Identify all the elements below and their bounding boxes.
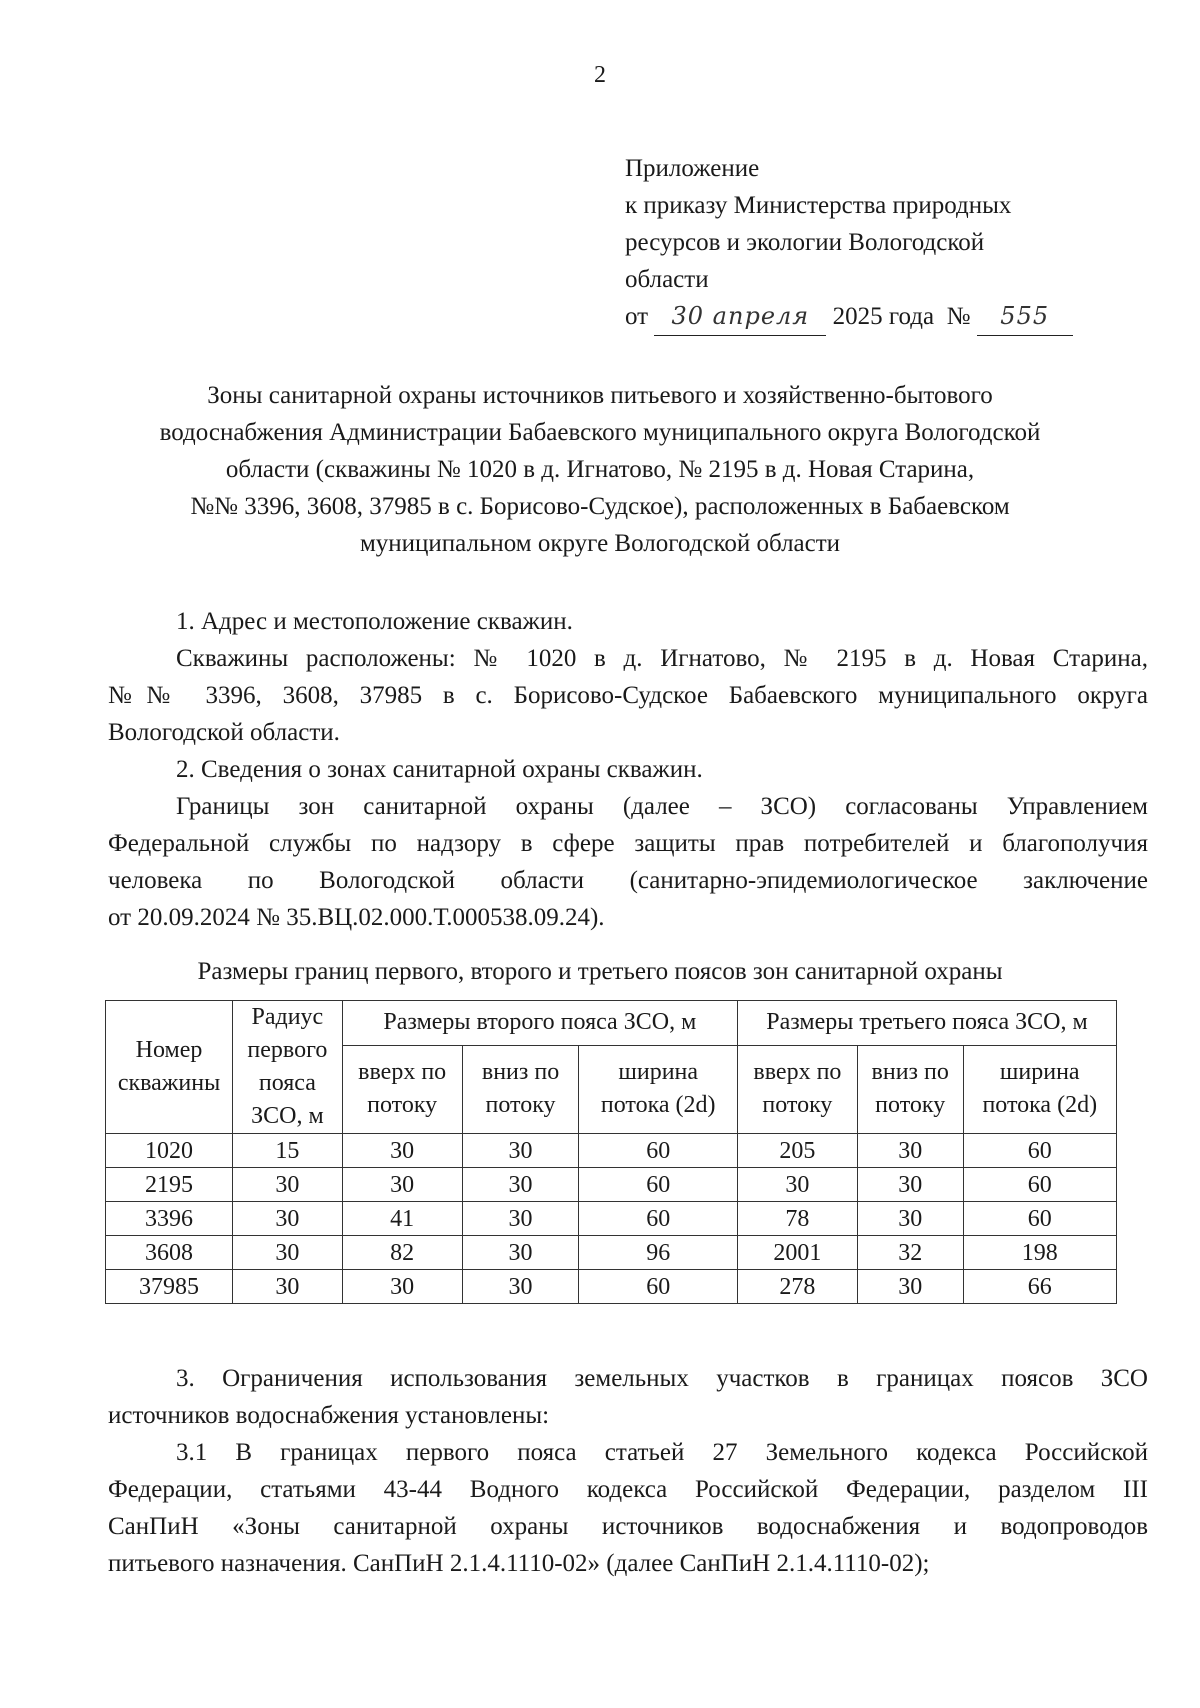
table-cell: 82 [342,1236,462,1270]
table-cell: 1020 [106,1134,233,1168]
table-cell: 60 [579,1168,738,1202]
title-line: водоснабжения Администрации Бабаевского муниципального округа Вологодской [159,419,1041,446]
table-cell: 37985 [106,1270,233,1304]
from-label: от [625,303,649,330]
table-row [106,1134,1117,1168]
appendix-line-4: области [625,266,709,293]
header-upstream: вверх по потоку [737,1045,857,1133]
header-downstream: вниз по потоку [462,1045,579,1133]
table-cell: 60 [963,1202,1116,1236]
table-cell: 30 [857,1202,963,1236]
handwritten-number: 555 [1000,302,1050,330]
table-cell: 96 [579,1236,738,1270]
year-text: 2025 года [832,303,935,330]
table-row [106,1202,1117,1236]
table-cell: 30 [342,1134,462,1168]
title-line: муниципальном округе Вологодской области [359,530,841,557]
section-2-heading: 2. Сведения о зонах санитарной охраны скважин. [176,756,703,783]
document-title [100,377,1100,562]
table-row [106,1168,1117,1202]
paragraph-line: источников водоснабжения установлены: [108,1402,550,1429]
section-1-heading: 1. Адрес и местоположение скважин. [176,608,573,635]
table-cell: 30 [342,1270,462,1304]
header-second-zone: Размеры второго пояса ЗСО, м [342,1001,737,1046]
header-third-zone: Размеры третьего пояса ЗСО, м [737,1001,1116,1046]
table-cell: 15 [233,1134,343,1168]
title-line: №№ 3396, 3608, 37985 в с. Борисово-Судское), расположенных в Бабаевском [190,493,1010,520]
header-well-number: Номер скважины [106,1001,233,1134]
header-radius-first: Радиус первого пояса ЗСО, м [233,1001,343,1134]
paragraph-line: от 20.09.2024 № 35.ВЦ.02.000.Т.000538.09.24). [108,904,605,931]
header-width: ширина потока (2d) [963,1045,1116,1133]
table-cell: 30 [857,1134,963,1168]
table-cell: 30 [857,1168,963,1202]
section-1 [108,603,1148,936]
table-cell: 60 [579,1134,738,1168]
table-cell: 30 [233,1270,343,1304]
header-width: ширина потока (2d) [579,1045,738,1133]
handwritten-date: 30 апреля [671,302,810,330]
table-cell: 2195 [106,1168,233,1202]
table-cell: 30 [462,1202,579,1236]
table-cell: 30 [462,1236,579,1270]
table-cell: 205 [737,1134,857,1168]
appendix-line-1: Приложение [625,155,760,182]
appendix-block [625,150,1073,336]
table-cell: 30 [233,1168,343,1202]
paragraph-line: Скважины расположены: № 1020 в д. Игнатово, № 2195 в д. Новая Старина, [176,645,1148,672]
number-sign: № [946,303,971,330]
table-cell: 30 [462,1270,579,1304]
paragraph-line: 3.1 В границах первого пояса статьей 27 Земельного кодекса Российской [176,1439,1148,1466]
table-cell: 60 [963,1168,1116,1202]
appendix-date-line [625,298,1073,336]
table-cell: 32 [857,1236,963,1270]
table-cell: 60 [963,1134,1116,1168]
table-cell: 198 [963,1236,1116,1270]
appendix-line-3: ресурсов и экологии Вологодской [625,229,985,256]
table-cell: 30 [462,1168,579,1202]
page-number: 2 [594,62,606,88]
table-cell: 3396 [106,1202,233,1236]
paragraph-line: Границы зон санитарной охраны (далее – ЗСО) согласованы Управлением [176,793,1148,820]
header-downstream: вниз по потоку [857,1045,963,1133]
paragraph-line: питьевого назначения. СанПиН 2.1.4.1110-02» (далее СанПиН 2.1.4.1110-02); [108,1550,930,1577]
table-cell: 30 [737,1168,857,1202]
paragraph-line: человека по Вологодской области (санитарно-эпидемиологическое заключение [108,867,1148,894]
paragraph-line: Федеральной службы по надзору в сфере защиты прав потребителей и благополучия [108,830,1148,857]
paragraph-line: Федерации, статьями 43-44 Водного кодекса Российской Федерации, разделом III [108,1476,1148,1503]
paragraph-line: №№ 3396, 3608, 37985 в с. Борисово-Судское Бабаевского муниципального округа [108,682,1148,709]
table-caption: Размеры границ первого, второго и третьего поясов зон санитарной охраны [197,958,1003,985]
zso-table [105,1000,1117,1304]
table-cell: 41 [342,1202,462,1236]
header-upstream: вверх по потоку [342,1045,462,1133]
table-cell: 30 [233,1202,343,1236]
table-cell: 2001 [737,1236,857,1270]
table-cell: 3608 [106,1236,233,1270]
title-line: Зоны санитарной охраны источников питьевого и хозяйственно-бытового [207,382,993,409]
table-cell: 78 [737,1202,857,1236]
table-cell: 30 [342,1168,462,1202]
table-cell: 60 [579,1270,738,1304]
table-cell: 30 [233,1236,343,1270]
table-cell: 66 [963,1270,1116,1304]
paragraph-line: Вологодской области. [108,719,340,746]
date-field [654,298,826,336]
table-row [106,1270,1117,1304]
table-cell: 60 [579,1202,738,1236]
section-3 [108,1360,1148,1582]
paragraph-line: СанПиН «Зоны санитарной охраны источников водоснабжения и водопроводов [108,1513,1148,1540]
table-cell: 278 [737,1270,857,1304]
table-row [106,1236,1117,1270]
number-field [977,298,1073,336]
title-line: области (скважины № 1020 в д. Игнатово, № 2195 в д. Новая Старина, [225,456,975,483]
appendix-line-2: к приказу Министерства природных [625,192,1012,219]
table-cell: 30 [857,1270,963,1304]
table-cell: 30 [462,1134,579,1168]
paragraph-line: 3. Ограничения использования земельных участков в границах поясов ЗСО [176,1365,1148,1392]
